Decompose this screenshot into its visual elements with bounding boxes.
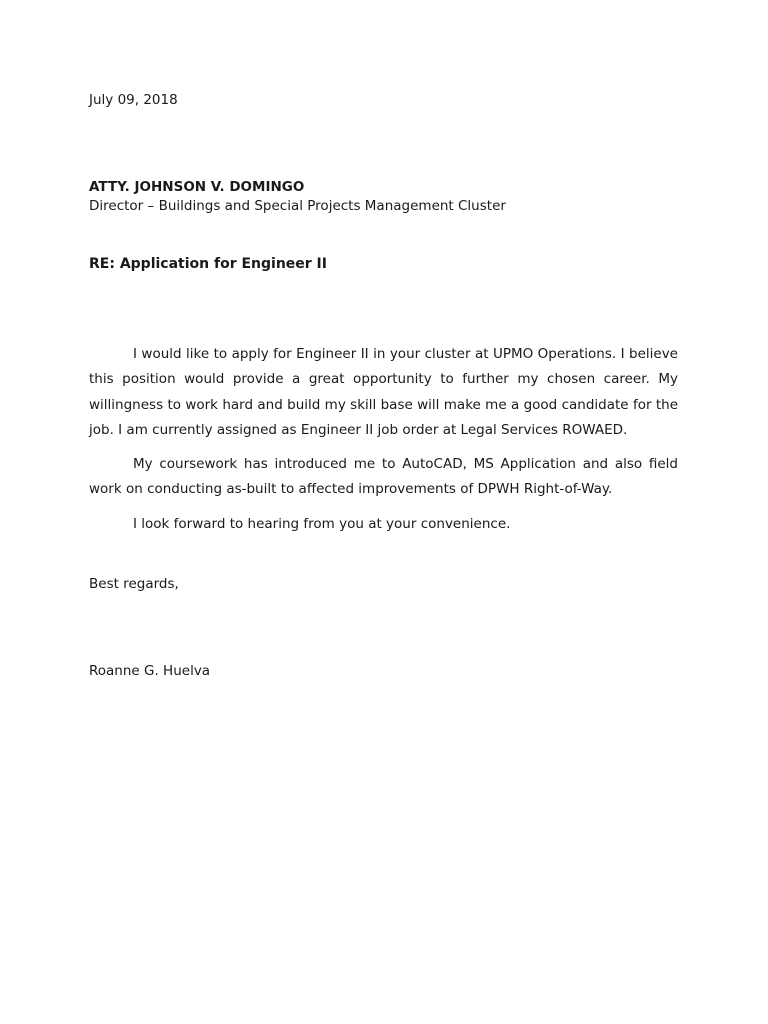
signature-name: Roanne G. Huelva <box>89 663 211 679</box>
body-paragraph-3: I look forward to hearing from you at your convenience. <box>133 515 511 532</box>
recipient-title: Director – Buildings and Special Projects Management Cluster <box>89 198 506 214</box>
body-paragraph-1: I would like to apply for Engineer II in your cluster at UPMO Operations. I believe this position would provide a great opportunity to further my chosen career. My willingness to work hard and build my skill base will make me a good candidate for the job. I am currently assigned as Engineer II job order at Legal Services ROWAED. <box>89 346 678 438</box>
body-paragraph-2: My coursework has introduced me to AutoCAD, MS Application and also field work on conducting as-built to affected improvements of DPWH Right-of-Way. <box>89 456 678 498</box>
letter-body <box>89 342 678 546</box>
closing-line: Best regards, <box>89 576 179 592</box>
recipient-name: ATTY. JOHNSON V. DOMINGO <box>89 179 305 195</box>
letter-date: July 09, 2018 <box>89 92 178 108</box>
subject-line: RE: Application for Engineer II <box>89 256 327 272</box>
